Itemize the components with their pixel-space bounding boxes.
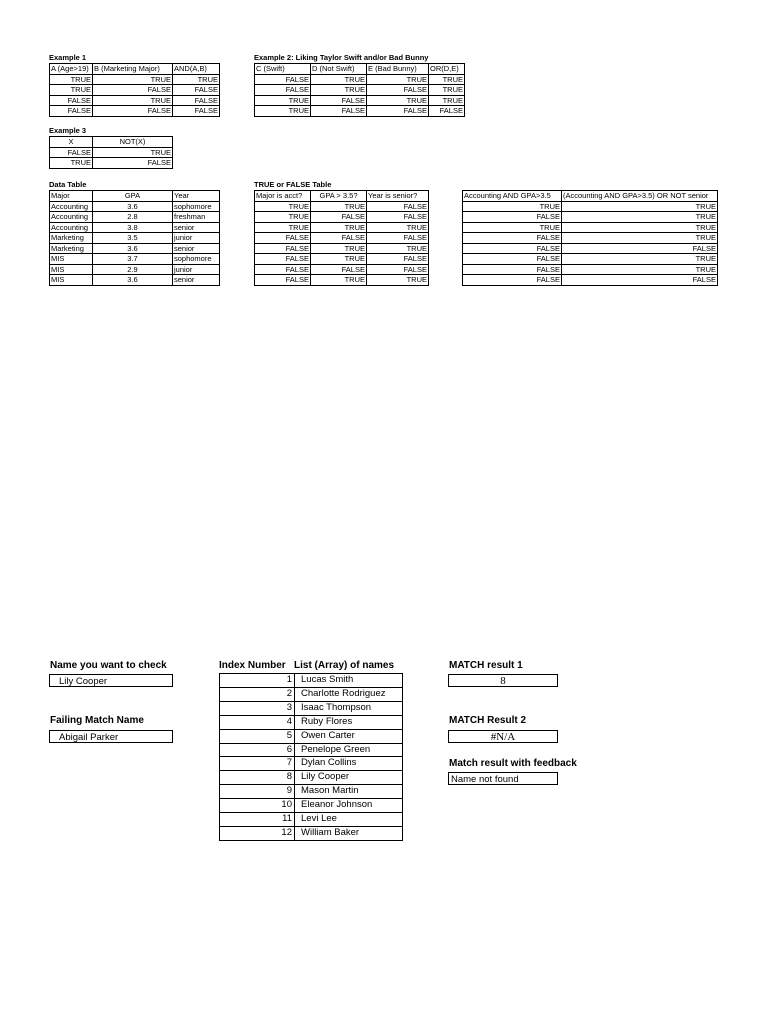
- cell[interactable]: TRUE: [93, 74, 173, 85]
- table-row: [255, 243, 429, 254]
- cell[interactable]: TRUE: [255, 201, 311, 212]
- names-list-block: [219, 673, 403, 841]
- index-cell[interactable]: 9: [220, 785, 295, 799]
- cell[interactable]: FALSE: [367, 201, 429, 212]
- cell[interactable]: TRUE: [255, 212, 311, 223]
- cell[interactable]: TRUE: [429, 85, 465, 96]
- example1-header-a[interactable]: A (Age>19): [50, 64, 93, 75]
- table-row: [463, 233, 718, 244]
- cell[interactable]: FALSE: [50, 147, 93, 158]
- cell[interactable]: TRUE: [367, 74, 429, 85]
- cell[interactable]: FALSE: [50, 106, 93, 117]
- combo-header-and[interactable]: Accounting AND GPA>3.5: [463, 191, 562, 202]
- cell[interactable]: FALSE: [255, 243, 311, 254]
- tf-table-title: TRUE or FALSE Table: [254, 180, 332, 189]
- table-row: [255, 95, 465, 106]
- cell[interactable]: TRUE: [255, 95, 311, 106]
- name-cell[interactable]: Lily Cooper: [295, 771, 403, 785]
- name-cell[interactable]: Penelope Green: [295, 743, 403, 757]
- cell[interactable]: FALSE: [93, 158, 173, 169]
- cell[interactable]: 3.5: [93, 233, 173, 244]
- cell[interactable]: FALSE: [463, 243, 562, 254]
- cell[interactable]: TRUE: [93, 95, 173, 106]
- cell[interactable]: FALSE: [311, 264, 367, 275]
- table-row: [50, 212, 220, 223]
- cell[interactable]: FALSE: [50, 95, 93, 106]
- example3-title: Example 3: [49, 126, 87, 135]
- cell[interactable]: Accounting: [50, 212, 93, 223]
- table-row: [50, 106, 220, 117]
- cell[interactable]: freshman: [173, 212, 220, 223]
- table-row: [463, 222, 718, 233]
- example2-block: [254, 53, 465, 117]
- table-row: [50, 201, 220, 212]
- cell[interactable]: FALSE: [255, 85, 311, 96]
- tf-header-senior[interactable]: Year is senior?: [367, 191, 429, 202]
- table-row: [50, 243, 220, 254]
- index-cell[interactable]: 3: [220, 701, 295, 715]
- match-result1-value[interactable]: 8: [448, 674, 558, 687]
- table-row: [463, 243, 718, 254]
- cell[interactable]: FALSE: [255, 254, 311, 265]
- example1-header-b[interactable]: B (Marketing Major): [93, 64, 173, 75]
- index-cell[interactable]: 6: [220, 743, 295, 757]
- cell[interactable]: 3.6: [93, 243, 173, 254]
- tf-header-gpa[interactable]: GPA > 3.5?: [311, 191, 367, 202]
- table-row: [255, 85, 465, 96]
- cell[interactable]: Marketing: [50, 233, 93, 244]
- data-header-gpa[interactable]: GPA: [93, 191, 173, 202]
- data-table-block: [49, 180, 220, 286]
- table-row: [255, 264, 429, 275]
- cell[interactable]: Accounting: [50, 201, 93, 212]
- name-cell[interactable]: Owen Carter: [295, 729, 403, 743]
- cell[interactable]: Accounting: [50, 222, 93, 233]
- data-header-major[interactable]: Major: [50, 191, 93, 202]
- cell[interactable]: 3.6: [93, 201, 173, 212]
- table-row: [463, 275, 718, 286]
- example2-title: Example 2: Liking Taylor Swift and/or Bad Bunny: [254, 53, 429, 62]
- cell[interactable]: senior: [173, 243, 220, 254]
- example2-header-or[interactable]: OR(D,E): [429, 64, 465, 75]
- cell[interactable]: 2.9: [93, 264, 173, 275]
- cell[interactable]: senior: [173, 275, 220, 286]
- table-row: [50, 264, 220, 275]
- cell[interactable]: sophomore: [173, 254, 220, 265]
- data-table-title: Data Table: [49, 180, 87, 189]
- cell[interactable]: TRUE: [367, 222, 429, 233]
- cell[interactable]: FALSE: [463, 233, 562, 244]
- table-row: [463, 264, 718, 275]
- example2-header-c[interactable]: C (Swift): [255, 64, 311, 75]
- cell[interactable]: TRUE: [562, 233, 718, 244]
- index-cell[interactable]: 5: [220, 729, 295, 743]
- list-item: [220, 799, 403, 813]
- table-row: [255, 222, 429, 233]
- cell[interactable]: FALSE: [255, 233, 311, 244]
- example3-table: [49, 136, 173, 169]
- cell[interactable]: junior: [173, 264, 220, 275]
- cell[interactable]: FALSE: [562, 275, 718, 286]
- example2-header-e[interactable]: E (Bad Bunny): [367, 64, 429, 75]
- table-row: [50, 233, 220, 244]
- cell[interactable]: TRUE: [311, 201, 367, 212]
- match-result1-title: MATCH result 1: [449, 660, 523, 671]
- tf-table-block: [254, 180, 429, 286]
- table-row: [255, 74, 465, 85]
- cell[interactable]: MIS: [50, 254, 93, 265]
- combo-table: [462, 190, 718, 286]
- index-cell[interactable]: 7: [220, 757, 295, 771]
- example2-table: [254, 63, 465, 117]
- index-cell[interactable]: 11: [220, 813, 295, 827]
- index-cell[interactable]: 8: [220, 771, 295, 785]
- table-row: [463, 201, 718, 212]
- cell[interactable]: FALSE: [93, 106, 173, 117]
- cell[interactable]: TRUE: [311, 275, 367, 286]
- table-row: [255, 212, 429, 223]
- table-row: [463, 212, 718, 223]
- list-item: [220, 701, 403, 715]
- table-row: [50, 147, 173, 158]
- cell[interactable]: FALSE: [311, 106, 367, 117]
- cell[interactable]: FALSE: [463, 254, 562, 265]
- tf-table: [254, 190, 429, 286]
- table-row: [255, 106, 465, 117]
- failing-name-input[interactable]: Abigail Parker: [49, 730, 173, 743]
- cell[interactable]: TRUE: [255, 106, 311, 117]
- name-cell[interactable]: Mason Martin: [295, 785, 403, 799]
- cell[interactable]: FALSE: [367, 106, 429, 117]
- name-cell[interactable]: Levi Lee: [295, 813, 403, 827]
- example1-title: Example 1: [49, 53, 87, 62]
- cell[interactable]: TRUE: [562, 201, 718, 212]
- combo-header-or[interactable]: (Accounting AND GPA>3.5) OR NOT senior: [562, 191, 718, 202]
- feedback-value[interactable]: Name not found: [448, 772, 558, 785]
- list-item: [220, 771, 403, 785]
- cell[interactable]: TRUE: [255, 222, 311, 233]
- match-result2-value[interactable]: #N/A: [448, 730, 558, 743]
- cell[interactable]: senior: [173, 222, 220, 233]
- cell[interactable]: FALSE: [311, 212, 367, 223]
- cell[interactable]: TRUE: [429, 95, 465, 106]
- cell[interactable]: TRUE: [93, 147, 173, 158]
- cell[interactable]: TRUE: [463, 222, 562, 233]
- table-row: [50, 74, 220, 85]
- list-item: [220, 757, 403, 771]
- list-item: [220, 729, 403, 743]
- list-item: [220, 715, 403, 729]
- cell[interactable]: TRUE: [367, 95, 429, 106]
- cell[interactable]: TRUE: [50, 158, 93, 169]
- cell[interactable]: FALSE: [367, 264, 429, 275]
- name-cell[interactable]: Eleanor Johnson: [295, 799, 403, 813]
- feedback-title: Match result with feedback: [449, 758, 577, 769]
- name-cell[interactable]: Lucas Smith: [295, 674, 403, 688]
- cell[interactable]: FALSE: [311, 95, 367, 106]
- index-cell[interactable]: 10: [220, 799, 295, 813]
- cell[interactable]: TRUE: [311, 254, 367, 265]
- table-row: [255, 233, 429, 244]
- name-cell[interactable]: William Baker: [295, 826, 403, 840]
- list-item: [220, 687, 403, 701]
- name-cell[interactable]: Isaac Thompson: [295, 701, 403, 715]
- cell[interactable]: TRUE: [562, 254, 718, 265]
- check-name-title: Name you want to check: [50, 660, 167, 671]
- name-cell[interactable]: Charlotte Rodriguez: [295, 687, 403, 701]
- cell[interactable]: FALSE: [367, 254, 429, 265]
- cell[interactable]: TRUE: [311, 243, 367, 254]
- data-table: [49, 190, 220, 286]
- cell[interactable]: FALSE: [93, 85, 173, 96]
- example2-header-d[interactable]: D (Not Swift): [311, 64, 367, 75]
- index-number-header: Index Number: [219, 660, 286, 671]
- cell[interactable]: FALSE: [367, 233, 429, 244]
- cell[interactable]: TRUE: [50, 85, 93, 96]
- table-row: [50, 275, 220, 286]
- cell[interactable]: FALSE: [173, 85, 220, 96]
- check-name-input[interactable]: Lily Cooper: [49, 674, 173, 687]
- cell[interactable]: FALSE: [463, 212, 562, 223]
- cell[interactable]: FALSE: [429, 106, 465, 117]
- table-row: [50, 85, 220, 96]
- tf-header-acct[interactable]: Major is acct?: [255, 191, 311, 202]
- cell[interactable]: Marketing: [50, 243, 93, 254]
- list-item: [220, 674, 403, 688]
- cell[interactable]: FALSE: [463, 264, 562, 275]
- combo-table-block: [462, 190, 718, 286]
- match-result2-title: MATCH Result 2: [449, 715, 527, 726]
- example3-header-x[interactable]: X: [50, 137, 93, 148]
- index-cell[interactable]: 1: [220, 674, 295, 688]
- list-item: [220, 785, 403, 799]
- table-row: [50, 222, 220, 233]
- cell[interactable]: FALSE: [173, 95, 220, 106]
- cell[interactable]: FALSE: [562, 243, 718, 254]
- failing-name-title: Failing Match Name: [50, 715, 144, 726]
- cell[interactable]: 3.8: [93, 222, 173, 233]
- cell[interactable]: FALSE: [255, 264, 311, 275]
- cell[interactable]: MIS: [50, 275, 93, 286]
- cell[interactable]: FALSE: [255, 275, 311, 286]
- name-cell[interactable]: Ruby Flores: [295, 715, 403, 729]
- cell[interactable]: TRUE: [311, 74, 367, 85]
- cell[interactable]: TRUE: [463, 201, 562, 212]
- cell[interactable]: TRUE: [173, 74, 220, 85]
- example3-header-not[interactable]: NOT(X): [93, 137, 173, 148]
- names-table: [219, 673, 403, 841]
- cell[interactable]: TRUE: [562, 264, 718, 275]
- table-row: [50, 95, 220, 106]
- example1-block: [49, 53, 220, 117]
- cell[interactable]: 3.7: [93, 254, 173, 265]
- table-row: [255, 201, 429, 212]
- cell[interactable]: sophomore: [173, 201, 220, 212]
- index-cell[interactable]: 2: [220, 687, 295, 701]
- example1-header-and[interactable]: AND(A,B): [173, 64, 220, 75]
- cell[interactable]: FALSE: [367, 85, 429, 96]
- cell[interactable]: TRUE: [367, 275, 429, 286]
- cell[interactable]: TRUE: [562, 212, 718, 223]
- cell[interactable]: TRUE: [311, 85, 367, 96]
- cell[interactable]: FALSE: [311, 233, 367, 244]
- cell[interactable]: 2.8: [93, 212, 173, 223]
- cell[interactable]: TRUE: [50, 74, 93, 85]
- names-list-header: List (Array) of names: [294, 660, 395, 671]
- cell[interactable]: TRUE: [562, 222, 718, 233]
- list-item: [220, 826, 403, 840]
- example3-block: [49, 126, 173, 169]
- cell[interactable]: FALSE: [173, 106, 220, 117]
- table-row: [50, 158, 173, 169]
- table-row: [463, 254, 718, 265]
- index-cell[interactable]: 4: [220, 715, 295, 729]
- cell[interactable]: TRUE: [429, 74, 465, 85]
- cell[interactable]: 3.6: [93, 275, 173, 286]
- index-cell[interactable]: 12: [220, 826, 295, 840]
- list-item: [220, 743, 403, 757]
- list-item: [220, 813, 403, 827]
- table-row: [255, 275, 429, 286]
- cell[interactable]: TRUE: [367, 243, 429, 254]
- cell[interactable]: FALSE: [367, 212, 429, 223]
- name-cell[interactable]: Dylan Collins: [295, 757, 403, 771]
- cell[interactable]: MIS: [50, 264, 93, 275]
- cell[interactable]: TRUE: [311, 222, 367, 233]
- cell[interactable]: junior: [173, 233, 220, 244]
- cell[interactable]: FALSE: [463, 275, 562, 286]
- table-row: [255, 254, 429, 265]
- data-header-year[interactable]: Year: [173, 191, 220, 202]
- example1-table: [49, 63, 220, 117]
- table-row: [50, 254, 220, 265]
- cell[interactable]: FALSE: [255, 74, 311, 85]
